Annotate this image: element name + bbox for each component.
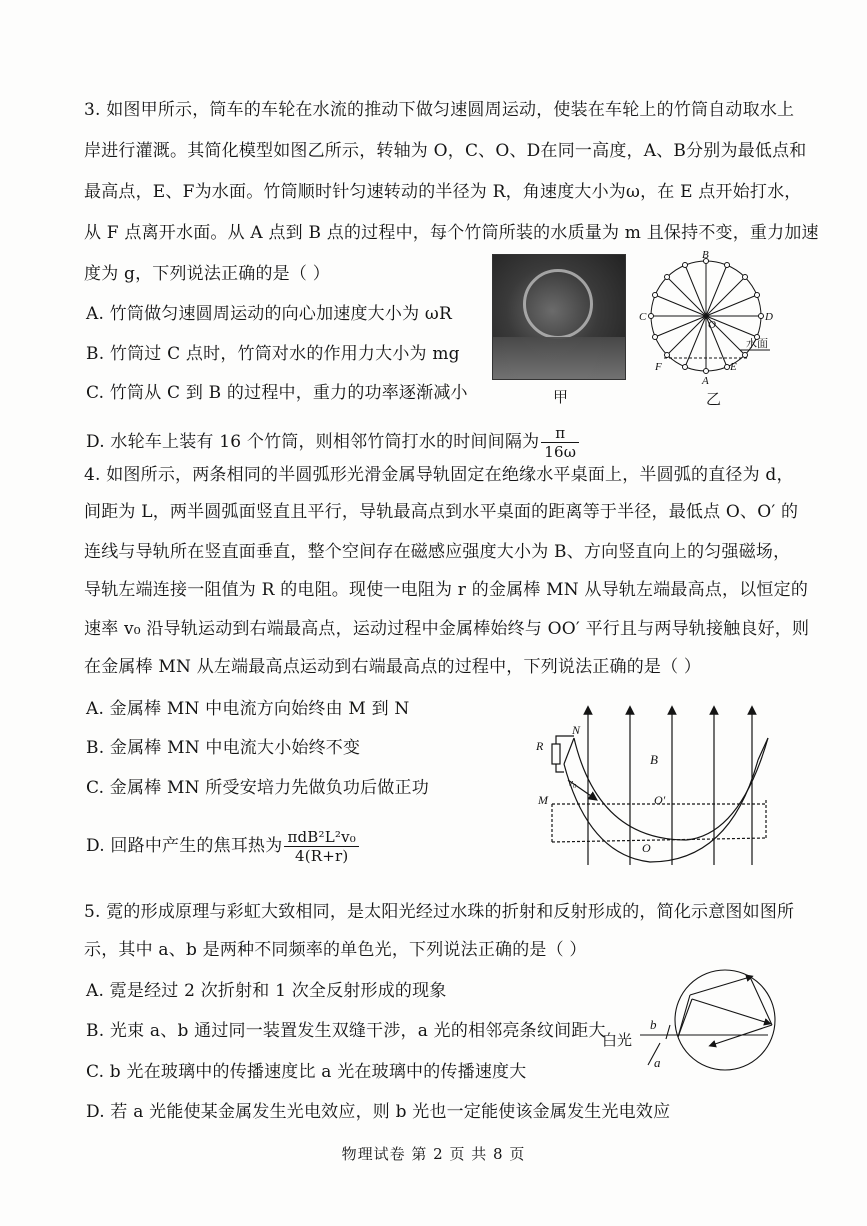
q4-line-3: 连线与导轨所在竖直面垂直，整个空间存在磁感应强度大小为 B、方向竖直向上的匀强磁场，	[84, 542, 791, 562]
label-o-prime: O′	[654, 793, 666, 807]
q3-line-1: 3. 如图甲所示，筒车的车轮在水流的推动下做匀速圆周运动，使装在车轮上的竹筒自动取水上	[84, 100, 795, 120]
fraction-denominator: 16ω	[544, 443, 577, 461]
resistor	[552, 744, 560, 764]
label-f: F	[655, 361, 662, 373]
page-footer: 物理试卷 第 2 页 共 8 页	[341, 1145, 526, 1163]
waterwheel-diagram	[630, 250, 780, 385]
label-b-field: B	[650, 752, 658, 767]
photo-ground	[493, 337, 625, 379]
field-arrows	[588, 710, 752, 865]
q5-line-1: 5. 霓的形成原理与彩虹大致相同，是太阳光经过水珠的折射和反射形成的，简化示意图如图所	[84, 902, 795, 922]
fraction-denominator: 4(R+r)	[294, 847, 349, 865]
label-n: N	[572, 723, 581, 737]
fraction-numerator: π	[541, 424, 579, 443]
q3-option-b: B. 竹筒过 C 点时，竹筒对水的作用力大小为 mg	[86, 344, 460, 364]
q3-line-2: 岸进行灌溉。其简化模型如图乙所示，转轴为 O，C、O、D在同一高度，A、B分别为最低点和	[84, 141, 807, 161]
label-e: E	[730, 361, 737, 373]
label-o: O	[642, 841, 651, 855]
ray-b-internal	[690, 977, 750, 995]
rail-diagram	[530, 700, 780, 870]
q4-line-2: 间距为 L，两半圆弧面竖直且平行，导轨最高点到水平桌面的距离等于半径，最低点 O、O′ 的	[84, 502, 799, 522]
raindrop-diagram	[600, 965, 790, 1075]
fraction-numerator: πdB²L²v₀	[284, 828, 359, 847]
label-b-ray: b	[650, 1017, 657, 1032]
ray-a-entry	[678, 999, 692, 1037]
q3-option-d-fraction	[541, 424, 579, 461]
q3-line-5: 度为 g，下列说法正确的是（ ）	[84, 264, 330, 284]
q3-line-4: 从 F 点离开水面。从 A 点到 B 点的过程中，每个竹筒所装的水质量为 m 且保持不变，重力加速	[84, 223, 819, 243]
q4-option-d	[86, 828, 361, 865]
waterwheel-photo	[492, 254, 626, 380]
q4-option-d-text: D. 回路中产生的焦耳热为	[86, 836, 283, 856]
rail-arc-back	[564, 760, 758, 862]
q4-line-6: 在金属棒 MN 从左端最高点运动到右端最高点的过程中，下列说法正确的是（ ）	[84, 657, 702, 677]
rod-mn	[564, 738, 574, 764]
label-m: M	[538, 793, 548, 807]
q5-option-b: B. 光束 a、b 通过同一装置发生双缝干涉，a 光的相邻亮条纹间距大	[86, 1021, 606, 1041]
label-a-ray: a	[654, 1055, 661, 1070]
q3-option-d-text: D. 水轮车上装有 16 个竹筒，则相邻竹筒打水的时间间隔为	[86, 432, 540, 452]
label-v0: v₀	[568, 777, 577, 789]
q3-option-c: C. 竹筒从 C 到 B 的过程中，重力的功率逐渐减小	[86, 383, 468, 403]
wheel-shape	[523, 269, 593, 339]
q4-line-4: 导轨左端连接一阻值为 R 的电阻。现使一电阻为 r 的金属棒 MN 从导轨左端最高点，以恒定的	[84, 580, 809, 600]
rail-arc-front	[574, 738, 768, 840]
q3-option-a: A. 竹筒做匀速圆周运动的向心加速度大小为 ωR	[86, 304, 452, 324]
label-water: 水面	[746, 337, 768, 350]
q3-line-3: 最高点，E、F为水面。竹筒顺时针匀速转动的半径为 R，角速度大小为ω，在 E 点开始打水，	[84, 182, 802, 202]
q5-line-2: 示，其中 a、b 是两种不同频率的单色光，下列说法正确的是（ ）	[84, 940, 587, 960]
q3-option-d	[86, 424, 581, 461]
label-b: B	[702, 250, 709, 261]
ray-b-exit	[666, 1025, 670, 1039]
label-o: O	[708, 319, 716, 331]
label-white-light: 白光	[602, 1031, 633, 1049]
label-r: R	[536, 739, 544, 753]
q4-option-d-fraction	[284, 828, 359, 865]
q4-option-b: B. 金属棒 MN 中电流大小始终不变	[86, 738, 361, 758]
q4-option-a: A. 金属棒 MN 中电流方向始终由 M 到 N	[86, 699, 410, 719]
q5-option-c: C. b 光在玻璃中的传播速度比 a 光在玻璃中的传播速度大	[86, 1062, 527, 1082]
caption-jia: 甲	[553, 388, 569, 406]
q5-option-a: A. 霓是经过 2 次折射和 1 次全反射形成的现象	[86, 981, 447, 1001]
label-c: C	[639, 311, 647, 323]
ray-a-internal	[692, 999, 768, 1023]
q4-option-c: C. 金属棒 MN 所受安培力先做负功后做正功	[86, 778, 429, 798]
label-d: D	[765, 311, 773, 323]
caption-yi: 乙	[706, 390, 722, 408]
q4-line-1: 4. 如图所示，两条相同的半圆弧形光滑金属导轨固定在绝缘水平桌面上，半圆弧的直径为 d，	[84, 465, 794, 485]
q5-option-d: D. 若 a 光能使某金属发生光电效应，则 b 光也一定能使该金属发生光电效应	[86, 1102, 671, 1122]
q4-line-5: 速率 v₀ 沿导轨运动到右端最高点，运动过程中金属棒始终与 OO′ 平行且与两导轨接触良好，则	[84, 619, 810, 639]
label-a: A	[702, 375, 709, 385]
